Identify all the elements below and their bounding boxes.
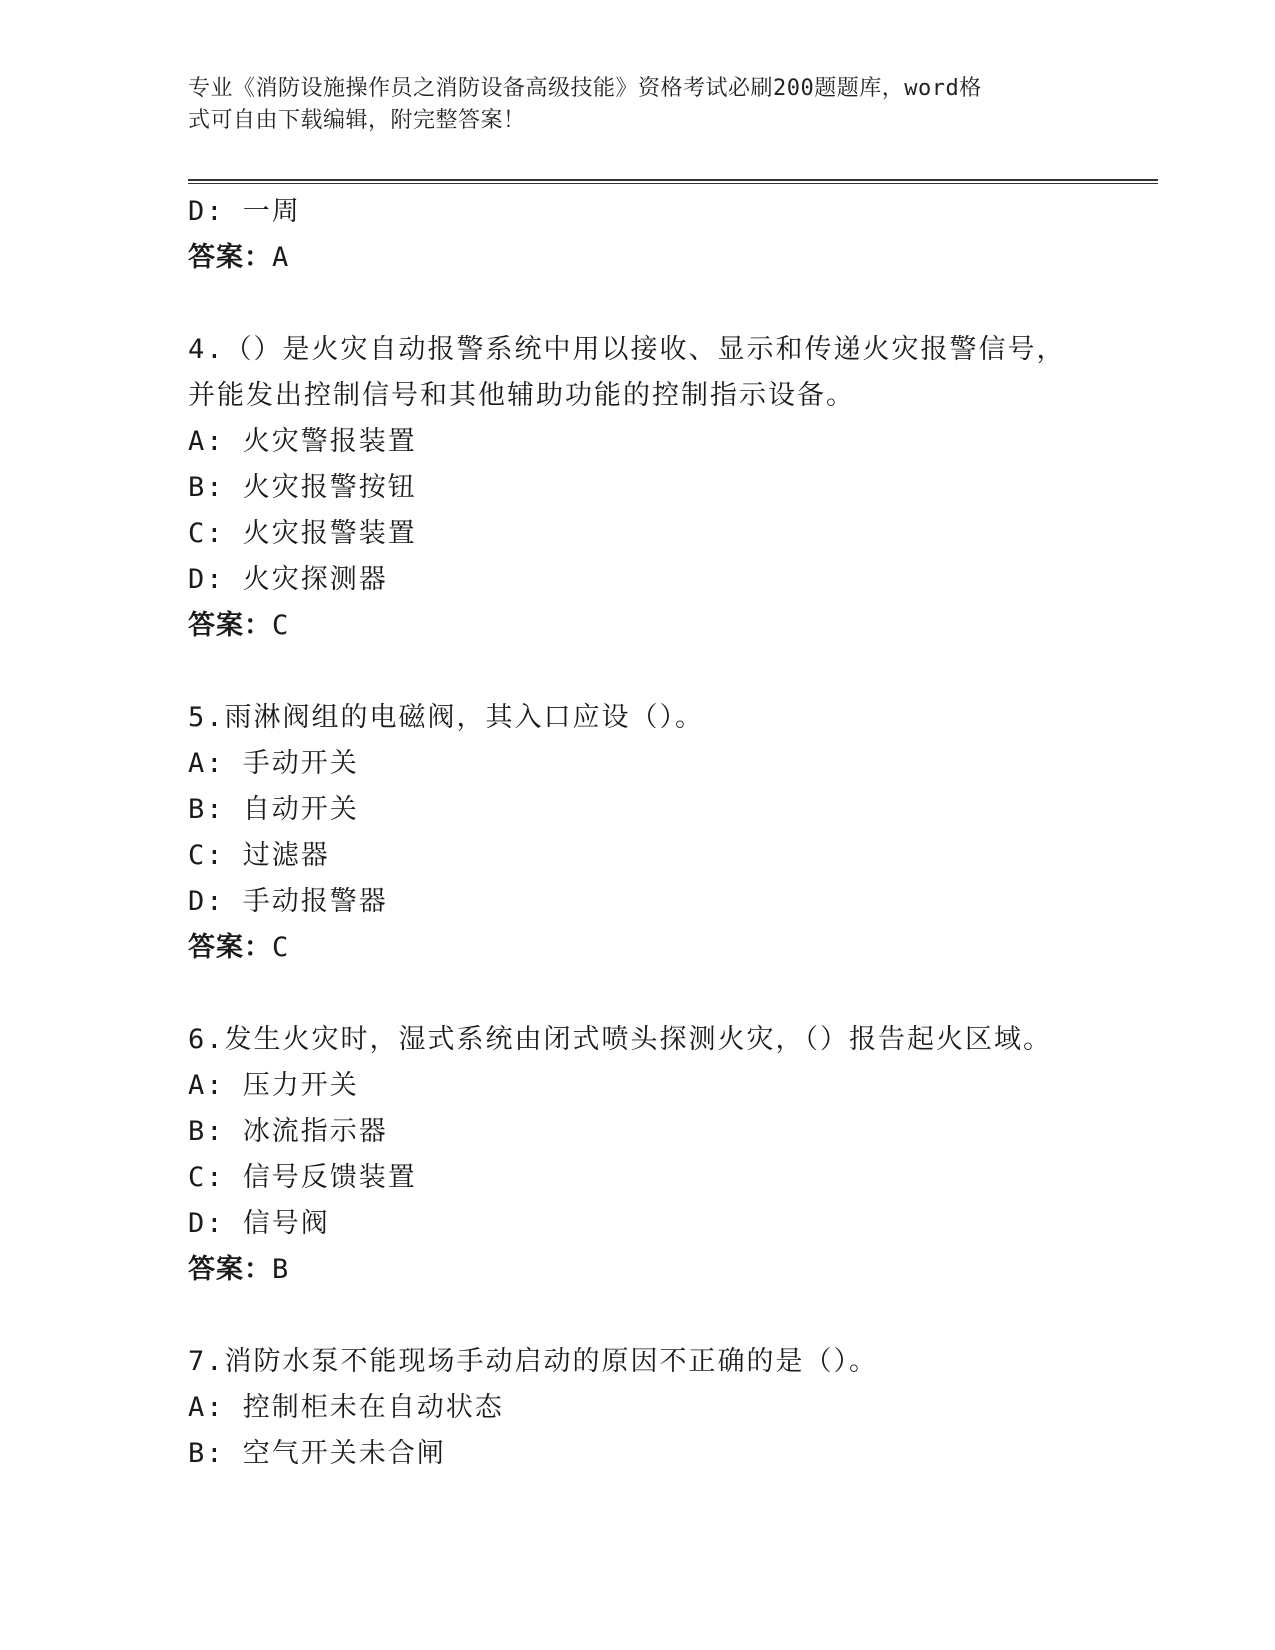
header-divider-thin <box>188 183 1158 184</box>
page-header <box>188 73 1088 137</box>
question-stem-line: 7.消防水泵不能现场手动启动的原因不正确的是（）。 <box>188 1346 879 1377</box>
answer-line <box>188 1247 1168 1293</box>
option-d: D: 一周 <box>188 196 301 227</box>
option-b: B: 自动开关 <box>188 794 359 825</box>
option-d: D: 手动报警器 <box>188 886 388 917</box>
spacer <box>188 971 1168 1017</box>
question-block <box>188 1339 1168 1477</box>
option-c: C: 信号反馈装置 <box>188 1162 417 1193</box>
answer-label: 答案： <box>188 1254 272 1285</box>
option-a: A: 压力开关 <box>188 1070 359 1101</box>
question-block <box>188 1017 1168 1293</box>
question-stem-line: 并能发出控制信号和其他辅助功能的控制指示设备。 <box>188 380 855 411</box>
option-b: B: 空气开关未合闸 <box>188 1438 446 1469</box>
header-line-2: 式可自由下载编辑，附完整答案！ <box>188 108 526 133</box>
question-stem-line: 4.（）是火灾自动报警系统中用以接收、显示和传递火灾报警信号， <box>188 334 1066 365</box>
question-stem-line: 5.雨淋阀组的电磁阀，其入口应设（）。 <box>188 702 705 733</box>
document-body <box>188 189 1168 1477</box>
option-a: A: 手动开关 <box>188 748 359 779</box>
answer-label: 答案： <box>188 932 272 963</box>
answer-label: 答案： <box>188 242 272 273</box>
spacer <box>188 281 1168 327</box>
answer-line <box>188 603 1168 649</box>
spacer <box>188 649 1168 695</box>
option-d: D: 火灾探测器 <box>188 564 388 595</box>
answer-line <box>188 925 1168 971</box>
answer-line <box>188 235 1168 281</box>
question-block <box>188 327 1168 649</box>
option-b: B: 冰流指示器 <box>188 1116 388 1147</box>
answer-value: C <box>272 610 290 641</box>
option-a: A: 控制柜未在自动状态 <box>188 1392 504 1423</box>
option-b: B: 火灾报警按钮 <box>188 472 417 503</box>
header-divider-thick <box>188 179 1158 181</box>
answer-value: A <box>272 242 290 273</box>
header-line-1: 专业《消防设施操作员之消防设备高级技能》资格考试必刷200题题库，word格 <box>188 76 982 101</box>
answer-label: 答案： <box>188 610 272 641</box>
spacer <box>188 1293 1168 1339</box>
option-c: C: 过滤器 <box>188 840 330 871</box>
question-block <box>188 695 1168 971</box>
answer-value: C <box>272 932 290 963</box>
option-c: C: 火灾报警装置 <box>188 518 417 549</box>
question-stem-line: 6.发生火灾时，湿式系统由闭式喷头探测火灾，（）报告起火区域。 <box>188 1024 1053 1055</box>
answer-value: B <box>272 1254 290 1285</box>
option-a: A: 火灾警报装置 <box>188 426 417 457</box>
option-d: D: 信号阀 <box>188 1208 330 1239</box>
